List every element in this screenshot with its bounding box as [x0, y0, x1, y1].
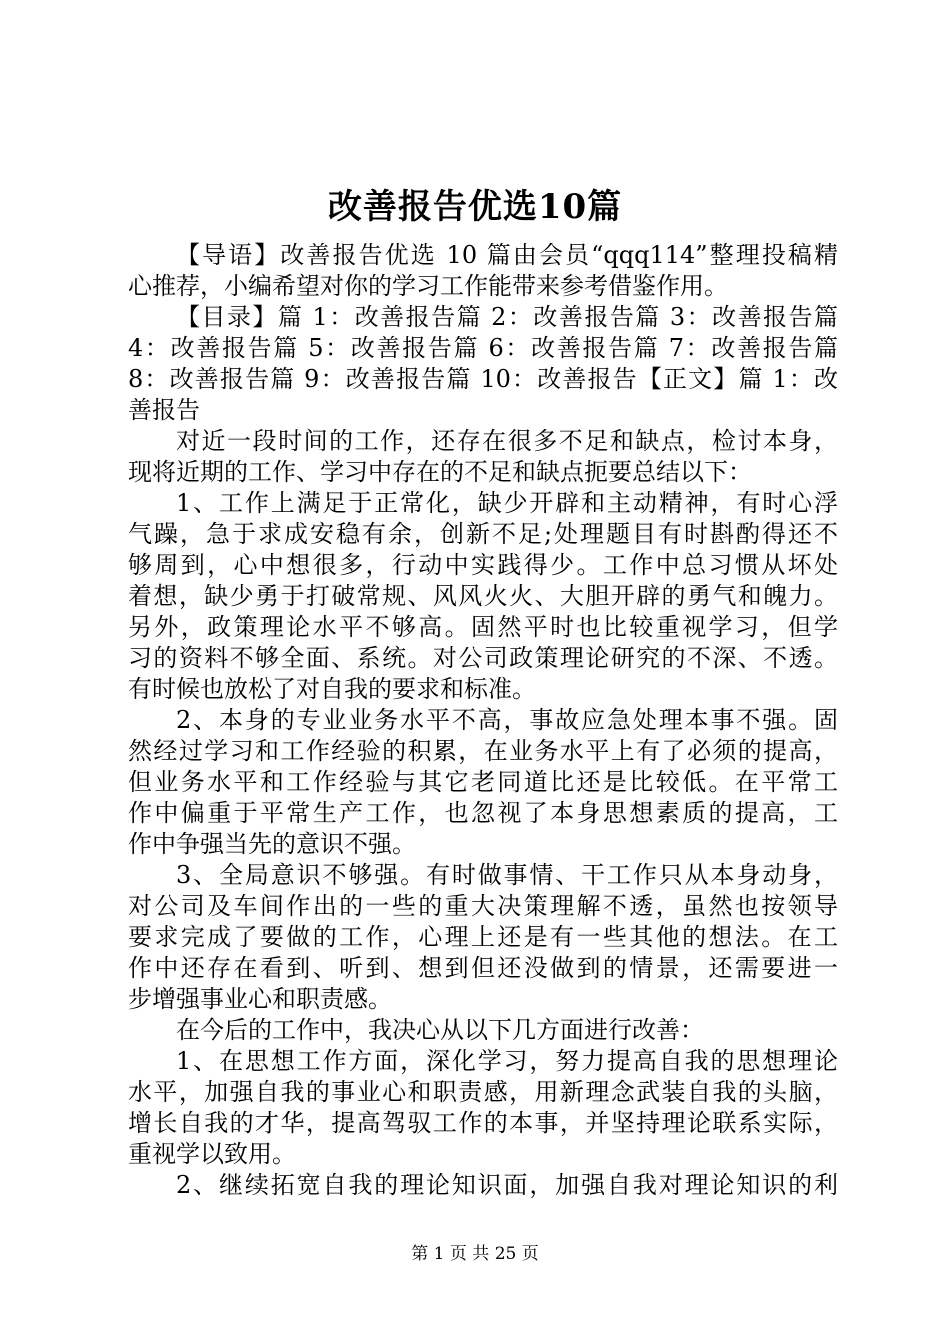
body-line: 现将近期的工作、学习中存在的不足和缺点扼要总结以下：	[128, 458, 752, 486]
body-line: 在今后的工作中，我决心从以下几方面进行改善：	[176, 1016, 704, 1044]
body-line: 但业务水平和工作经验与其它老同道比还是比较低。在平常工	[128, 768, 838, 796]
document-title: 改善报告优选10篇	[327, 187, 623, 227]
body-line: 【目录】篇 1：改善报告篇 2：改善报告篇 3：改善报告篇	[176, 303, 838, 331]
body-line: 另外，政策理论水平不够高。固然平时也比较重视学习，但学	[128, 613, 838, 641]
body-line: 对公司及车间作出的一些的重大决策理解不透，虽然也按领导	[128, 892, 838, 920]
body-line: 8：改善报告篇 9：改善报告篇 10：改善报告【正文】篇 1：改	[128, 365, 838, 393]
body-line: 善报告	[128, 396, 200, 424]
body-line: 2、本身的专业业务水平不高，事故应急处理本事不强。固	[176, 706, 838, 734]
body-line: 作中争强当先的意识不强。	[128, 830, 416, 858]
body-line: 水平，加强自我的事业心和职责感，用新理念武装自我的头脑，	[128, 1078, 838, 1106]
body-line: 步增强事业心和职责感。	[128, 985, 392, 1013]
body-line: 作中偏重于平常生产工作，也忽视了本身思想素质的提高，工	[128, 799, 838, 827]
body-line: 心推荐，小编希望对你的学习工作能带来参考借鉴作用。	[128, 272, 728, 300]
body-line: 够周到，心中想很多，行动中实践得少。工作中总习惯从坏处	[128, 551, 838, 579]
body-line: 对近一段时间的工作，还存在很多不足和缺点，检讨本身，	[176, 427, 838, 455]
document-body	[128, 240, 838, 1201]
body-line: 作中还存在看到、听到、想到但还没做到的情景，还需要进一	[128, 954, 838, 982]
body-line: 习的资料不够全面、系统。对公司政策理论研究的不深、不透。	[128, 644, 838, 672]
body-line: 重视学以致用。	[128, 1140, 296, 1168]
body-line: 【导语】改善报告优选 10 篇由会员“qqq114”整理投稿精	[176, 241, 838, 269]
body-line: 1、在思想工作方面，深化学习，努力提高自我的思想理论	[176, 1047, 838, 1075]
body-line: 4：改善报告篇 5：改善报告篇 6：改善报告篇 7：改善报告篇	[128, 334, 838, 362]
body-line: 3、全局意识不够强。有时做事情、干工作只从本身动身，	[176, 861, 838, 889]
body-line: 2、继续拓宽自我的理论知识面，加强自我对理论知识的利	[176, 1171, 838, 1199]
body-line: 着想，缺少勇于打破常规、风风火火、大胆开辟的勇气和魄力。	[128, 582, 838, 610]
body-line: 然经过学习和工作经验的积累，在业务水平上有了必须的提高，	[128, 737, 838, 765]
body-line: 气躁，急于求成安稳有余，创新不足;处理题目有时斟酌得还不	[128, 520, 838, 548]
body-line: 有时候也放松了对自我的要求和标准。	[128, 675, 536, 703]
body-line: 1、工作上满足于正常化，缺少开辟和主动精神，有时心浮	[176, 489, 838, 517]
page-number-footer: 第 1 页 共 25 页	[411, 1244, 539, 1264]
body-line: 要求完成了要做的工作，心理上还是有一些其他的想法。在工	[128, 923, 838, 951]
body-line: 增长自我的才华，提高驾驭工作的本事，并坚持理论联系实际，	[128, 1109, 838, 1137]
